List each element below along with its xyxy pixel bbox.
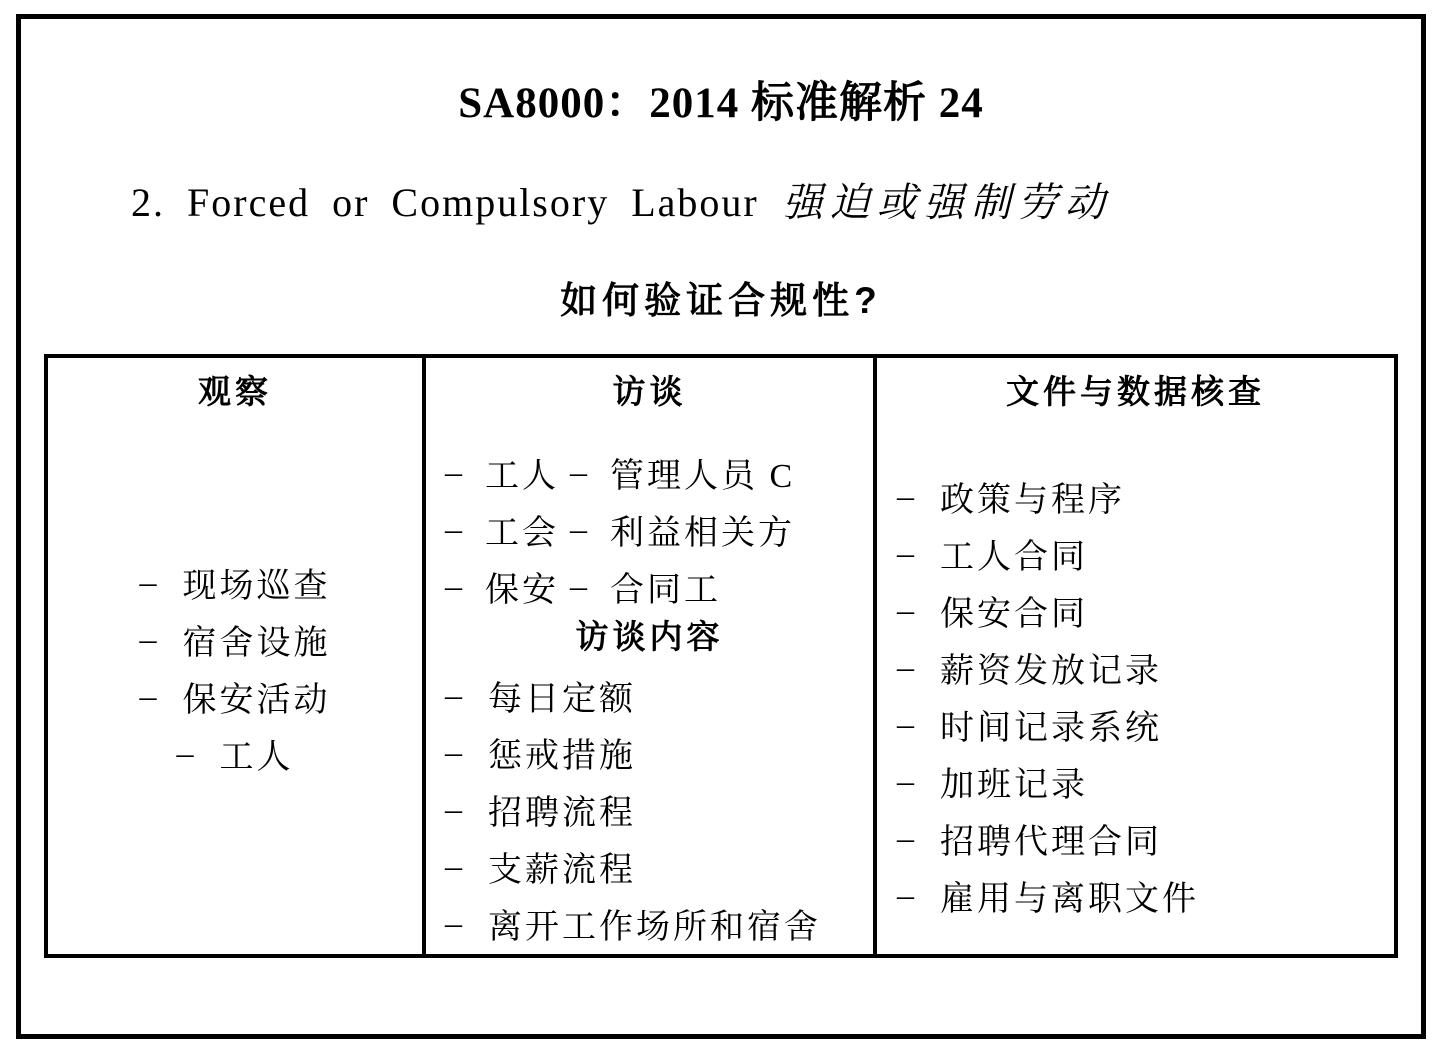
dash-bullet: – — [445, 567, 462, 605]
page-title: SA8000：2014 标准解析 24 — [458, 80, 984, 127]
dash-bullet: – — [570, 510, 587, 548]
column-document-review — [877, 358, 1394, 954]
dash-bullet: – — [897, 477, 914, 515]
list-item-text: 每日定额 — [488, 681, 636, 718]
list-item — [897, 639, 1394, 696]
list-item-text: 保安合同 — [940, 596, 1088, 633]
list-item-text: 现场巡查 — [182, 568, 331, 605]
dash-bullet: – — [139, 620, 157, 658]
list-item-text: 利益相关方 — [610, 515, 795, 552]
column-observation-header: 观察 — [198, 373, 272, 410]
interview-topic-list — [426, 667, 873, 952]
dash-bullet: – — [176, 734, 194, 772]
dash-bullet: – — [445, 453, 462, 491]
dash-bullet: – — [897, 648, 914, 686]
dash-bullet: – — [445, 676, 462, 714]
list-item-text: 惩戒措施 — [488, 738, 636, 775]
page-frame — [16, 14, 1426, 1039]
list-item — [897, 753, 1394, 810]
list-item — [897, 867, 1394, 924]
section-heading-english: 2. Forced or Compulsory Labour — [131, 180, 759, 226]
dash-bullet: – — [897, 705, 914, 743]
dash-bullet: – — [897, 876, 914, 914]
interviewee-list — [426, 444, 873, 615]
list-item-text: 合同工 — [610, 572, 721, 609]
dash-bullet: – — [570, 567, 587, 605]
list-item-text: 离开工作场所和宿舍 — [488, 909, 821, 946]
list-item — [897, 525, 1394, 582]
list-item-text: 薪资发放记录 — [940, 653, 1162, 690]
column-interview — [426, 358, 877, 954]
dash-bullet: – — [445, 510, 462, 548]
observation-list — [48, 554, 422, 782]
list-item — [48, 725, 422, 782]
column-observation — [48, 358, 426, 954]
dash-bullet: – — [445, 733, 462, 771]
list-item — [445, 895, 873, 952]
list-item — [897, 696, 1394, 753]
list-item-text: 宿舍设施 — [182, 625, 331, 662]
list-item — [48, 554, 422, 611]
list-item — [445, 781, 873, 838]
list-item-text: 保安活动 — [182, 682, 331, 719]
column-interview-header: 访谈 — [612, 373, 687, 410]
verification-table — [44, 354, 1398, 958]
list-item-text: 招聘流程 — [488, 795, 636, 832]
dash-bullet: – — [445, 790, 462, 828]
list-item-text: 时间记录系统 — [940, 710, 1162, 747]
list-item — [897, 582, 1394, 639]
document-review-list — [877, 468, 1394, 924]
list-item — [48, 668, 422, 725]
list-item-text: 工会 — [485, 515, 559, 552]
dash-bullet: – — [139, 677, 157, 715]
dash-bullet: – — [570, 453, 587, 491]
list-item-text: 加班记录 — [940, 767, 1088, 804]
list-item-text: 管理人员 C — [610, 458, 796, 495]
list-item — [445, 501, 873, 558]
section-heading-chinese: 强迫或强制劳动 — [782, 180, 1112, 226]
list-item-text: 招聘代理合同 — [940, 824, 1162, 861]
list-item-text: 工人合同 — [940, 539, 1088, 576]
section-heading — [21, 180, 1421, 226]
dash-bullet: – — [897, 819, 914, 857]
list-item — [445, 724, 873, 781]
list-item — [445, 838, 873, 895]
dash-bullet: – — [445, 904, 462, 942]
list-item — [897, 810, 1394, 867]
dash-bullet: – — [897, 591, 914, 629]
list-item — [445, 444, 873, 501]
list-item — [48, 611, 422, 668]
list-item-text: 工人 — [485, 458, 559, 495]
dash-bullet: – — [897, 534, 914, 572]
dash-bullet: – — [445, 847, 462, 885]
list-item — [445, 667, 873, 724]
list-item-text: 工人 — [219, 739, 294, 776]
list-item — [445, 558, 873, 615]
list-item-text: 保安 — [485, 572, 559, 609]
list-item-text: 支薪流程 — [488, 852, 636, 889]
column-document-review-header: 文件与数据核查 — [1006, 373, 1265, 410]
interview-content-subheader: 访谈内容 — [575, 618, 724, 655]
compliance-question: 如何验证合规性? — [560, 280, 882, 322]
dash-bullet: – — [139, 563, 157, 601]
list-item-text: 雇用与离职文件 — [940, 881, 1199, 918]
list-item — [897, 468, 1394, 525]
list-item-text: 政策与程序 — [940, 482, 1125, 519]
dash-bullet: – — [897, 762, 914, 800]
